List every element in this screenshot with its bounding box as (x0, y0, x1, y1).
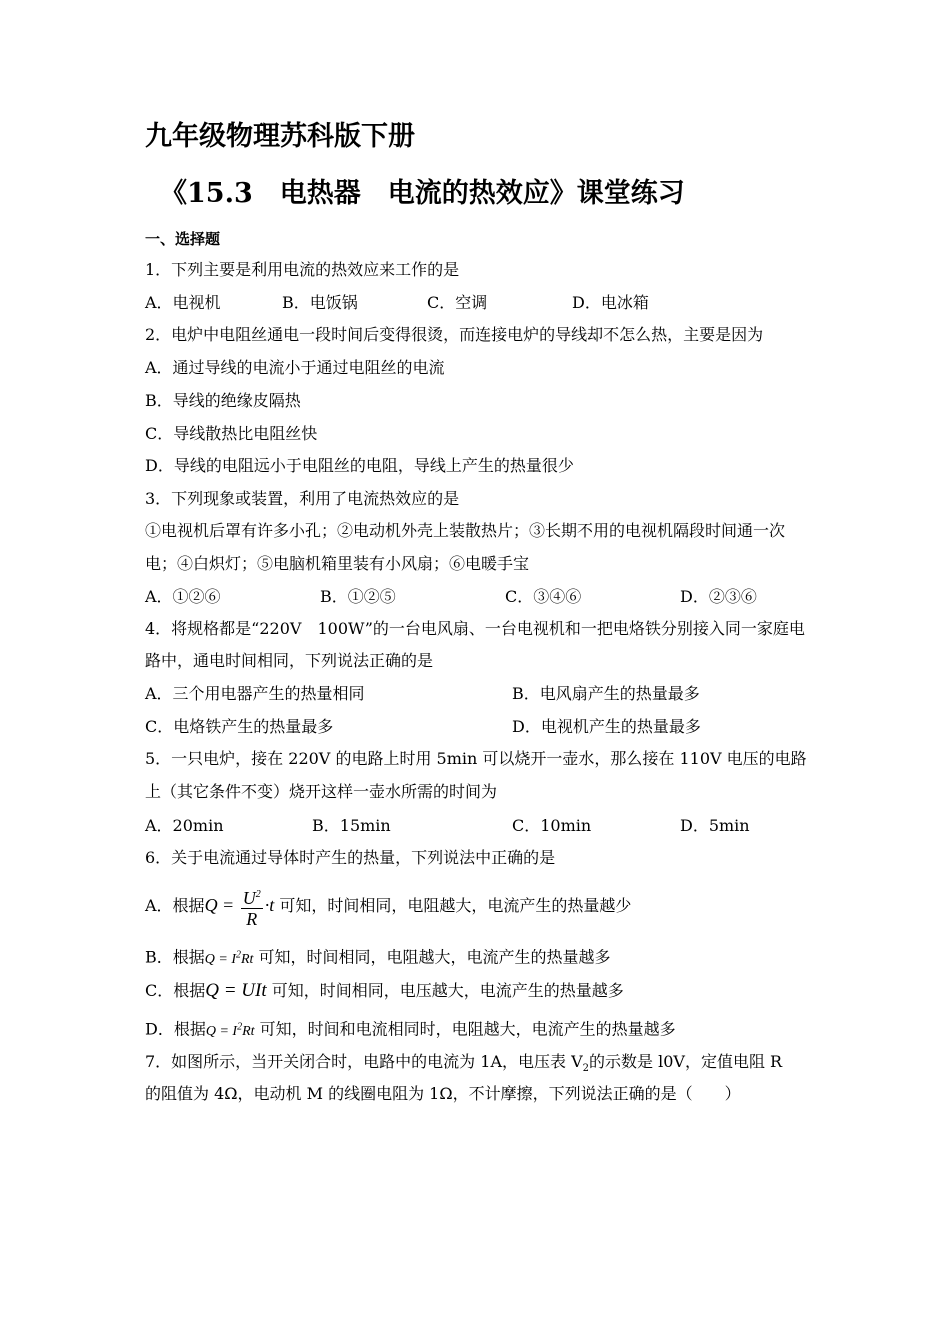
q3-stem: 3．下列现象或装置，利用了电流热效应的是 (145, 489, 460, 508)
q6-option-c (145, 980, 624, 1002)
q6-option-d-text: 可知，时间和电流相同时，电阻越大，电流产生的热量越多 (259, 1019, 676, 1039)
q5-option-b: B．15min (312, 816, 391, 835)
q5-option-a: A．20min (145, 816, 224, 835)
q6-option-d-label: D．根据 (145, 1019, 206, 1039)
q3-option-a: A．①②⑥ (145, 587, 221, 606)
q1-stem: 1．下列主要是利用电流的热效应来工作的是 (145, 260, 460, 279)
q5-stem-line1: 5．一只电炉，接在 220V 的电路上时用 5min 可以烧开一壶水，那么接在 110V 电压的电路 (145, 749, 807, 768)
q4-option-c: C．电烙铁产生的热量最多 (145, 717, 334, 736)
q6-option-a (145, 883, 631, 929)
q4-stem-line1: 4．将规格都是“220V 100W”的一台电风扇、一台电视机和一把电烙铁分别接入同一家庭电 (145, 619, 805, 638)
q3-option-b: B．①②⑤ (320, 587, 396, 606)
q4-option-d: D．电视机产生的热量最多 (512, 717, 701, 736)
q4-stem-line2: 路中，通电时间相同，下列说法正确的是 (145, 651, 434, 670)
q3-option-c: C．③④⑥ (505, 587, 582, 606)
q2-option-c: C．导线散热比电阻丝快 (145, 424, 318, 443)
q1-option-a: A．电视机 (145, 293, 221, 312)
lesson-title (160, 171, 685, 210)
q3-list-line2: 电；④白炽灯；⑤电脑机箱里装有小风扇；⑥电暖手宝 (145, 554, 530, 573)
q6-formula-b: $Q = I^2Rt$ (204, 949, 254, 967)
q7-stem-line1-post: 的示数是 l0V，定值电阻 R (589, 1052, 783, 1071)
lesson-title-part3: 电流的热效应》课堂练习 (387, 178, 685, 209)
q6-option-c-label: C．根据 (145, 981, 206, 1000)
q2-option-a: A．通过导线的电流小于通过电阻丝的电流 (145, 358, 445, 377)
q7-stem-line2: 的阻值为 4Ω，电动机 M 的线圈电阻为 1Ω，不计摩擦，下列说法正确的是（ ） (145, 1084, 741, 1103)
q3-list-line1: ①电视机后罩有许多小孔；②电动机外壳上装散热片；③长期不用的电视机隔段时间通一次 (145, 521, 786, 540)
q1-option-c: C．空调 (427, 293, 488, 312)
page-title: 九年级物理苏科版下册 (145, 121, 415, 152)
q6-formula-a: Q = $\frac{U^2}{R}$ ·t (205, 895, 275, 915)
q7-stem-line1 (145, 1051, 782, 1080)
q4-option-a: A．三个用电器产生的热量相同 (145, 684, 365, 703)
q6-formula-d: $Q = I^2Rt$ (205, 1021, 255, 1039)
q7-voltmeter-subscript: 2 (582, 1063, 590, 1075)
q7-stem-line1-pre: 7．如图所示，当开关闭合时，电路中的电流为 1A，电压表 V (145, 1052, 583, 1071)
q5-stem-line2: 上（其它条件不变）烧开这样一壶水所需的时间为 (145, 782, 498, 801)
q6-option-b-label: B．根据 (145, 947, 205, 967)
q5-option-d: D．5min (680, 816, 750, 835)
q2-option-d: D．导线的电阻远小于电阻丝的电阻，导线上产生的热量很少 (145, 456, 574, 475)
section-heading: 一、选择题 (145, 230, 221, 248)
q1-option-d: D．电冰箱 (572, 293, 649, 312)
q6-option-c-text: 可知，时间相同，电压越大，电流产生的热量越多 (271, 981, 624, 1000)
q6-option-a-label: A．根据 (145, 896, 205, 915)
q6-stem: 6．关于电流通过导体时产生的热量，下列说法中正确的是 (145, 848, 556, 867)
q2-stem: 2．电炉中电阻丝通电一段时间后变得很烫，而连接电炉的导线却不怎么热，主要是因为 (145, 325, 764, 344)
q2-option-b: B．导线的绝缘皮隔热 (145, 391, 301, 410)
lesson-title-part2: 电热器 (279, 178, 361, 209)
q6-option-b (145, 944, 611, 971)
lesson-title-part1: 《15.3 (160, 178, 253, 209)
q6-formula-c: Q = UIt (205, 980, 267, 1001)
q3-option-d: D．②③⑥ (680, 587, 757, 606)
q6-option-d (145, 1016, 676, 1043)
q6-option-a-text: 可知，时间相同，电阻越大，电流产生的热量越少 (279, 896, 632, 915)
q5-option-c: C．10min (512, 816, 592, 835)
q4-option-b: B．电风扇产生的热量最多 (512, 684, 700, 703)
q1-option-b: B．电饭锅 (282, 293, 358, 312)
q6-option-b-text: 可知，时间相同，电阻越大，电流产生的热量越多 (258, 947, 611, 967)
